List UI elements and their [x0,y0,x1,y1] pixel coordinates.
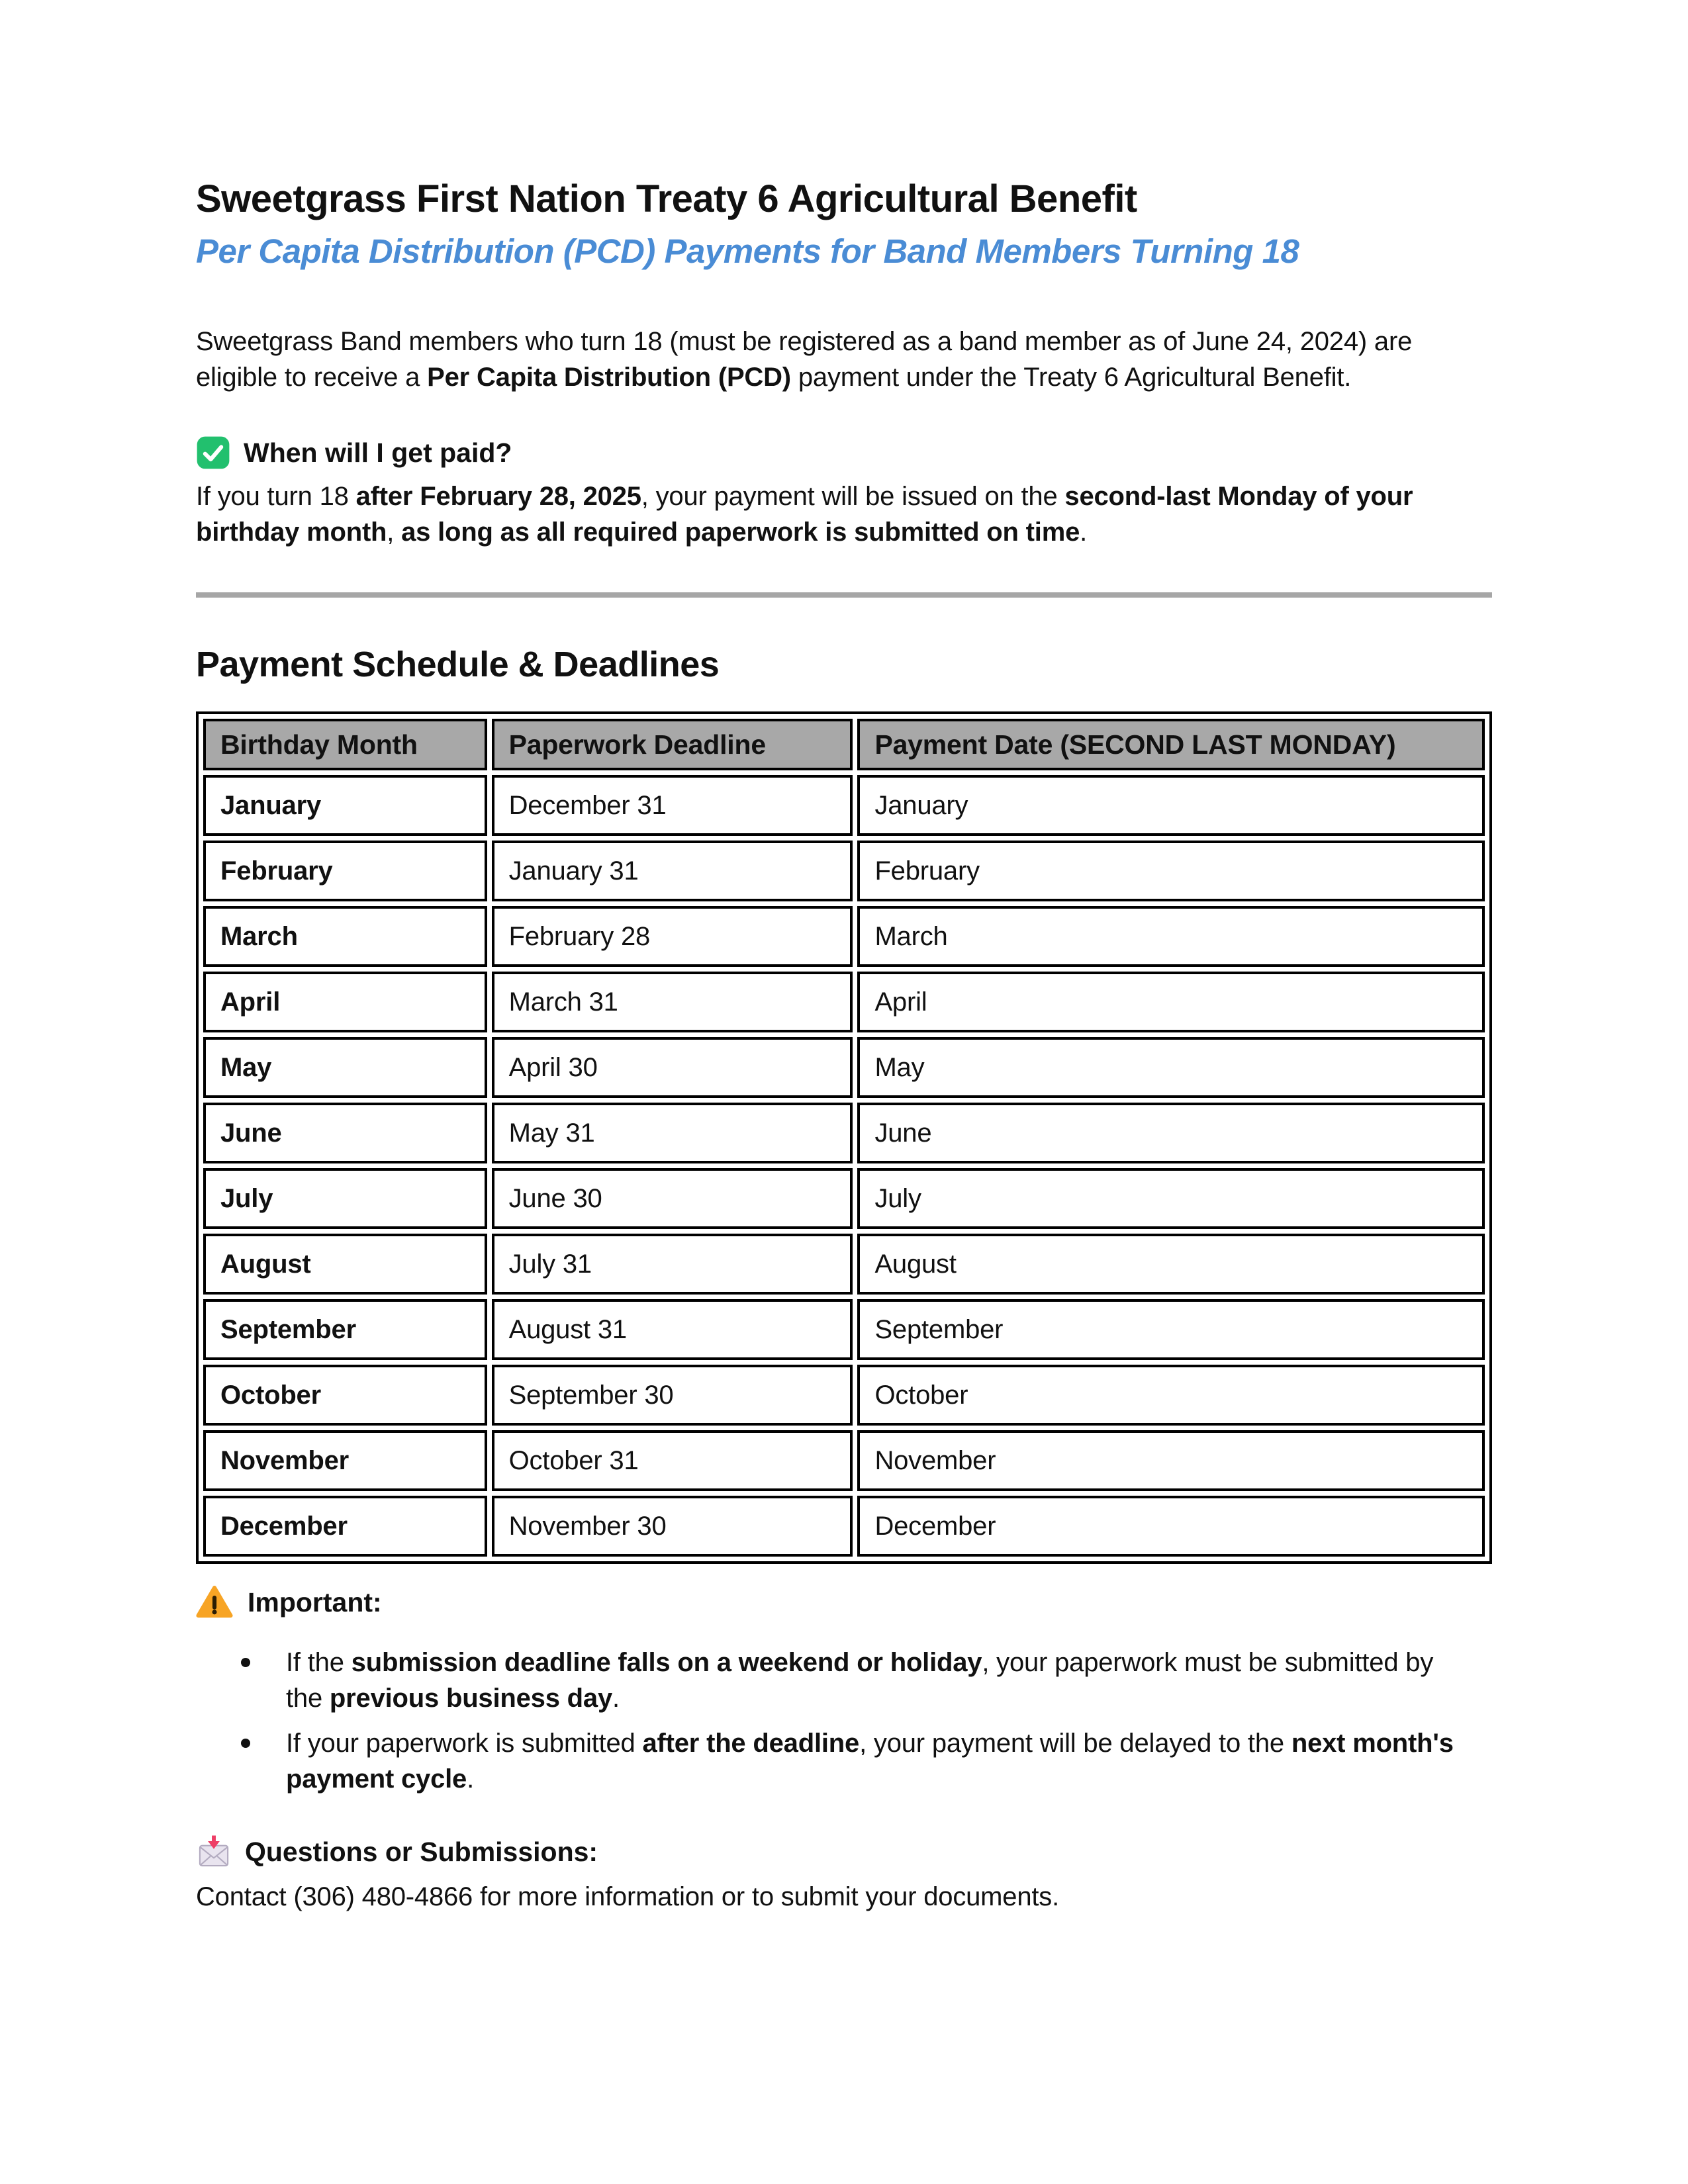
birthday-month-cell: June [203,1103,487,1163]
paperwork-deadline-cell: November 30 [492,1496,853,1557]
section-divider [196,592,1492,598]
payment-date-cell: July [857,1168,1485,1229]
table-row [203,1103,1485,1163]
contact-heading-text: Questions or Submissions: [245,1837,598,1868]
paperwork-deadline-cell: July 31 [492,1234,853,1295]
payment-date-cell: June [857,1103,1485,1163]
important-bullet-2: If your paperwork is submitted after the deadline, your payment will be delayed to the next month's payment cycle. [286,1725,1458,1797]
contact-section-heading [196,1834,1492,1870]
contact-line: Contact (306) 480-4866 for more information or to submit your documents. [196,1882,1060,1912]
paperwork-deadline-cell: April 30 [492,1037,853,1098]
table-row [203,1168,1485,1229]
birthday-month-cell: January [203,775,487,836]
col-header-paperwork-deadline: Paperwork Deadline [492,719,853,770]
paperwork-deadline-cell: October 31 [492,1430,853,1491]
birthday-month-cell: August [203,1234,487,1295]
paid-heading-text: When will I get paid? [244,437,512,469]
col-header-birthday-month: Birthday Month [203,719,487,770]
payment-date-cell: May [857,1037,1485,1098]
birthday-month-cell: February [203,841,487,901]
table-row [203,1299,1485,1360]
paperwork-deadline-cell: September 30 [492,1365,853,1426]
table-row [203,906,1485,967]
table-row [203,1430,1485,1491]
paperwork-deadline-cell: June 30 [492,1168,853,1229]
payment-date-cell: September [857,1299,1485,1360]
envelope-arrow-icon [196,1834,232,1870]
paid-section-body: If you turn 18 after February 28, 2025, your payment will be issued on the second-last Monday of your birthday month, as long as all required paperwork is submitted on time. [196,482,1413,547]
payment-date-cell: March [857,906,1485,967]
paperwork-deadline-cell: February 28 [492,906,853,967]
table-row [203,775,1485,836]
birthday-month-cell: November [203,1430,487,1491]
important-section-heading [196,1584,1492,1621]
table-row [203,1496,1485,1557]
payment-date-cell: April [857,972,1485,1032]
payment-date-cell: February [857,841,1485,901]
table-row [203,841,1485,901]
paperwork-deadline-cell: March 31 [492,972,853,1032]
warning-icon [196,1584,233,1621]
birthday-month-cell: July [203,1168,487,1229]
check-icon [196,435,230,470]
table-row [203,1234,1485,1295]
payment-schedule-table [196,711,1492,1564]
payment-date-cell: October [857,1365,1485,1426]
payment-date-cell: August [857,1234,1485,1295]
important-heading-text: Important: [248,1587,382,1618]
table-row [203,1365,1485,1426]
table-row [203,1037,1485,1098]
table-row [203,972,1485,1032]
payment-date-cell: December [857,1496,1485,1557]
paperwork-deadline-cell: January 31 [492,841,853,901]
paperwork-deadline-cell: December 31 [492,775,853,836]
table-body [203,775,1485,1557]
col-header-payment-date: Payment Date (SECOND LAST MONDAY) [857,719,1485,770]
intro-paragraph: Sweetgrass Band members who turn 18 (must be registered as a band member as of June 24, 2024) are eligible to receive a Per Capita Distribution (PCD) payment under the Treaty 6 Agricultural Benefit. [196,327,1413,392]
payment-date-cell: November [857,1430,1485,1491]
table-header-row [203,719,1485,770]
birthday-month-cell: March [203,906,487,967]
birthday-month-cell: May [203,1037,487,1098]
important-bullet-1: If the submission deadline falls on a weekend or holiday, your paperwork must be submitted by the previous business day. [286,1645,1458,1716]
paid-section-heading [196,435,1492,471]
paperwork-deadline-cell: May 31 [492,1103,853,1163]
birthday-month-cell: December [203,1496,487,1557]
schedule-heading: Payment Schedule & Deadlines [196,645,720,685]
page-subtitle: Per Capita Distribution (PCD) Payments for Band Members Turning 18 [196,232,1299,270]
paperwork-deadline-cell: August 31 [492,1299,853,1360]
payment-date-cell: January [857,775,1485,836]
birthday-month-cell: October [203,1365,487,1426]
birthday-month-cell: September [203,1299,487,1360]
birthday-month-cell: April [203,972,487,1032]
page-title: Sweetgrass First Nation Treaty 6 Agricultural Benefit [196,177,1137,220]
important-list [196,1645,1492,1797]
